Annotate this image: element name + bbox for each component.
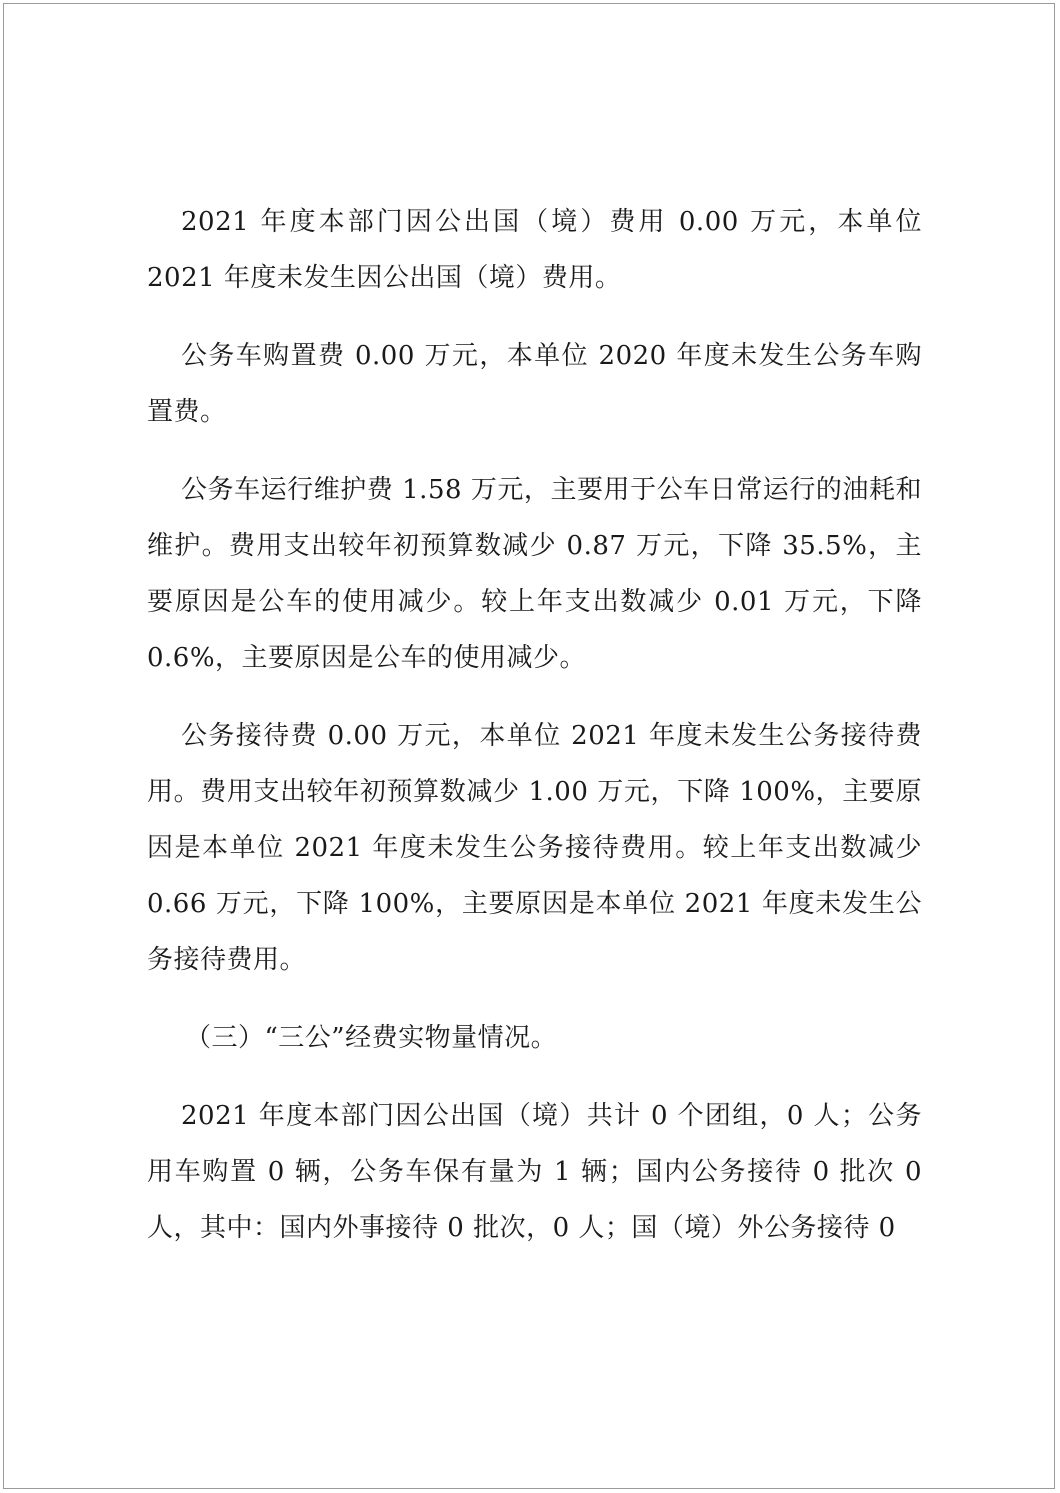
paragraph-overseas-travel: 2021 年度本部门因公出国（境）费用 0.00 万元，本单位 2021 年度未发生因公出国（境）费用。 [147,207,922,293]
document-body [147,194,922,1278]
paragraph-vehicle-maintenance: 公务车运行维护费 1.58 万元，主要用于公车日常运行的油耗和维护。费用支出较年初预算数减少 0.87 万元，下降 35.5%，主要原因是公车的使用减少。较上年支出数减少 0.01 万元，下降 0.6%，主要原因是公车的使用减少。 [147,475,922,673]
section-heading-physical-quantity: （三）“三公”经费实物量情况。 [185,1023,558,1053]
paragraph-vehicle-purchase: 公务车购置费 0.00 万元，本单位 2020 年度未发生公务车购置费。 [147,341,922,427]
paragraph-physical-quantity: 2021 年度本部门因公出国（境）共计 0 个团组，0 人；公务用车购置 0 辆，公务车保有量为 1 辆；国内公务接待 0 批次 0 人，其中：国内外事接待 0 批次，0 人；国（境）外公务接待 0 [147,1101,922,1243]
document-page [3,3,1055,1489]
paragraph-official-reception: 公务接待费 0.00 万元，本单位 2021 年度未发生公务接待费用。费用支出较年初预算数减少 1.00 万元，下降 100%，主要原因是本单位 2021 年度未发生公务接待费用。较上年支出数减少 0.66 万元，下降 100%，主要原因是本单位 2021 年度未发生公务接待费用。 [147,721,922,975]
